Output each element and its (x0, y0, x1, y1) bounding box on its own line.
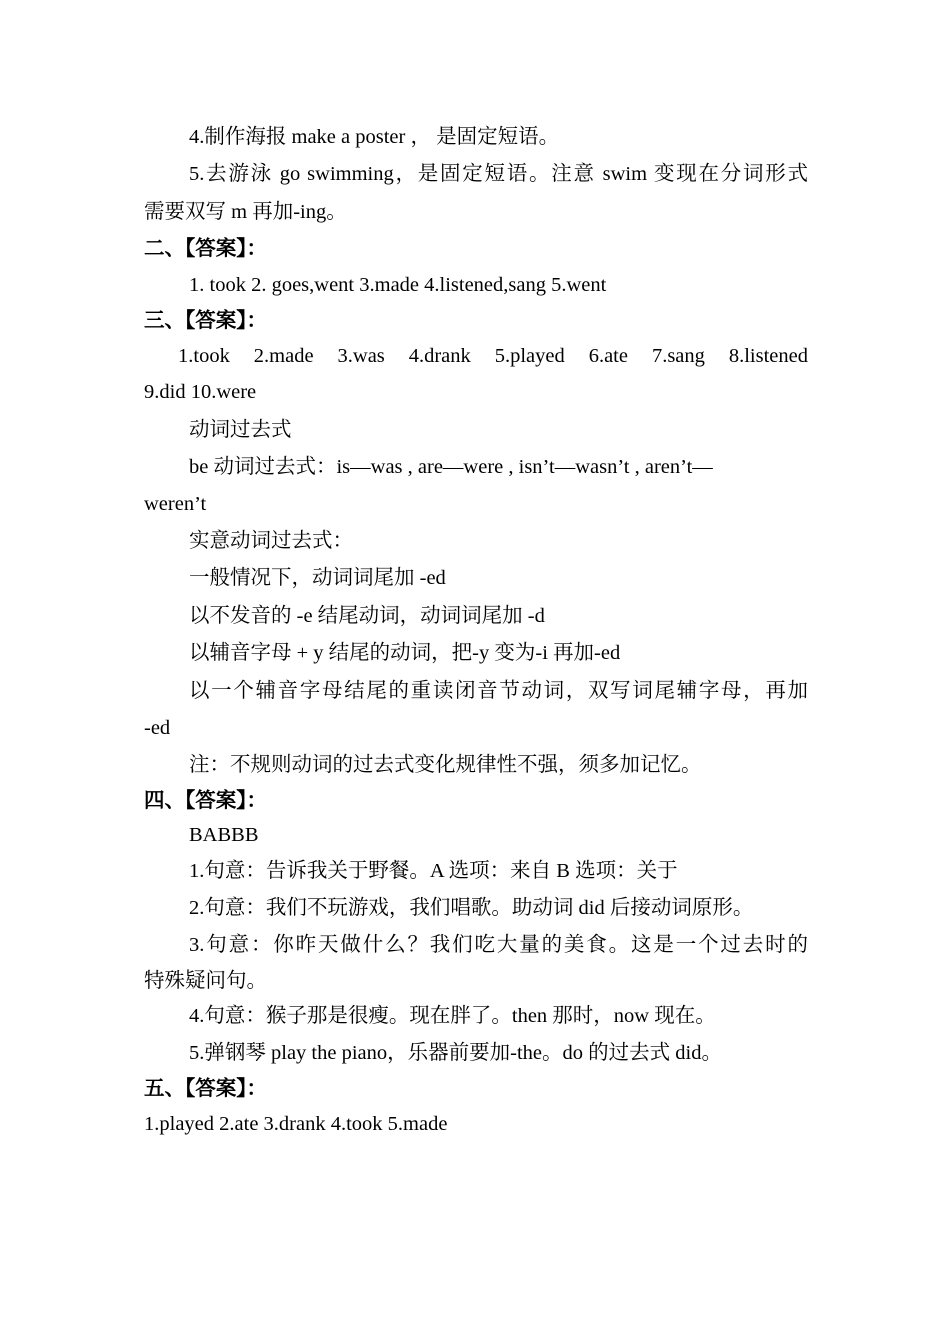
answer-line: 1.took 2.made 3.was 4.drank 5.played 6.ate 7.sang 8.listened (178, 345, 808, 367)
text-line: 5.去游泳 go swimming，是固定短语。注意 swim 变现在分词形式 (189, 163, 808, 185)
section-heading-4: 四、【答案】： (144, 790, 267, 812)
text-line: 以不发音的 -e 结尾动词，动词词尾加 -d (189, 605, 545, 627)
text-line: 特殊疑问句。 (144, 970, 267, 992)
text-line: 5.弹钢琴 play the piano，乐器前要加-the。do 的过去式 did。 (189, 1042, 722, 1064)
section-heading-2: 二、【答案】： (144, 238, 267, 260)
text-line: 以辅音字母 + y 结尾的动词，把-y 变为-i 再加-ed (189, 642, 621, 664)
text-line: 一般情况下，动词词尾加 -ed (189, 567, 446, 589)
text-line: 动词过去式 (189, 419, 292, 441)
answer-line: 9.did 10.were (144, 381, 257, 403)
answer-line: 1.played 2.ate 3.drank 4.took 5.made (144, 1113, 448, 1135)
text-line: 实意动词过去式： (189, 530, 353, 552)
text-line: weren’t (144, 493, 207, 515)
text-line: 2.句意：我们不玩游戏，我们唱歌。助动词 did 后接动词原形。 (189, 897, 754, 919)
text-line: be 动词过去式：is—was , are—were , isn’t—wasn’t , aren’t— (189, 456, 713, 478)
section-heading-3: 三、【答案】： (144, 310, 267, 332)
text-line: 以一个辅音字母结尾的重读闭音节动词，双写词尾辅字母，再加 (189, 680, 808, 702)
text-line: 注：不规则动词的过去式变化规律性不强，须多加记忆。 (189, 754, 702, 776)
text-line: 1.句意：告诉我关于野餐。A 选项：来自 B 选项：关于 (189, 860, 678, 882)
text-line: 4.制作海报 make a poster ， 是固定短语。 (189, 126, 560, 148)
text-line: 需要双写 m 再加-ing。 (144, 201, 347, 223)
answer-line: BABBB (189, 824, 259, 846)
text-line: 4.句意：猴子那是很瘦。现在胖了。then 那时，now 现在。 (189, 1005, 716, 1027)
text-line: 3.句意：你昨天做什么？我们吃大量的美食。这是一个过去时的 (189, 934, 808, 956)
section-heading-5: 五、【答案】： (144, 1078, 267, 1100)
answer-line: 1. took 2. goes,went 3.made 4.listened,sang 5.went (189, 274, 607, 296)
text-line: -ed (144, 717, 171, 739)
